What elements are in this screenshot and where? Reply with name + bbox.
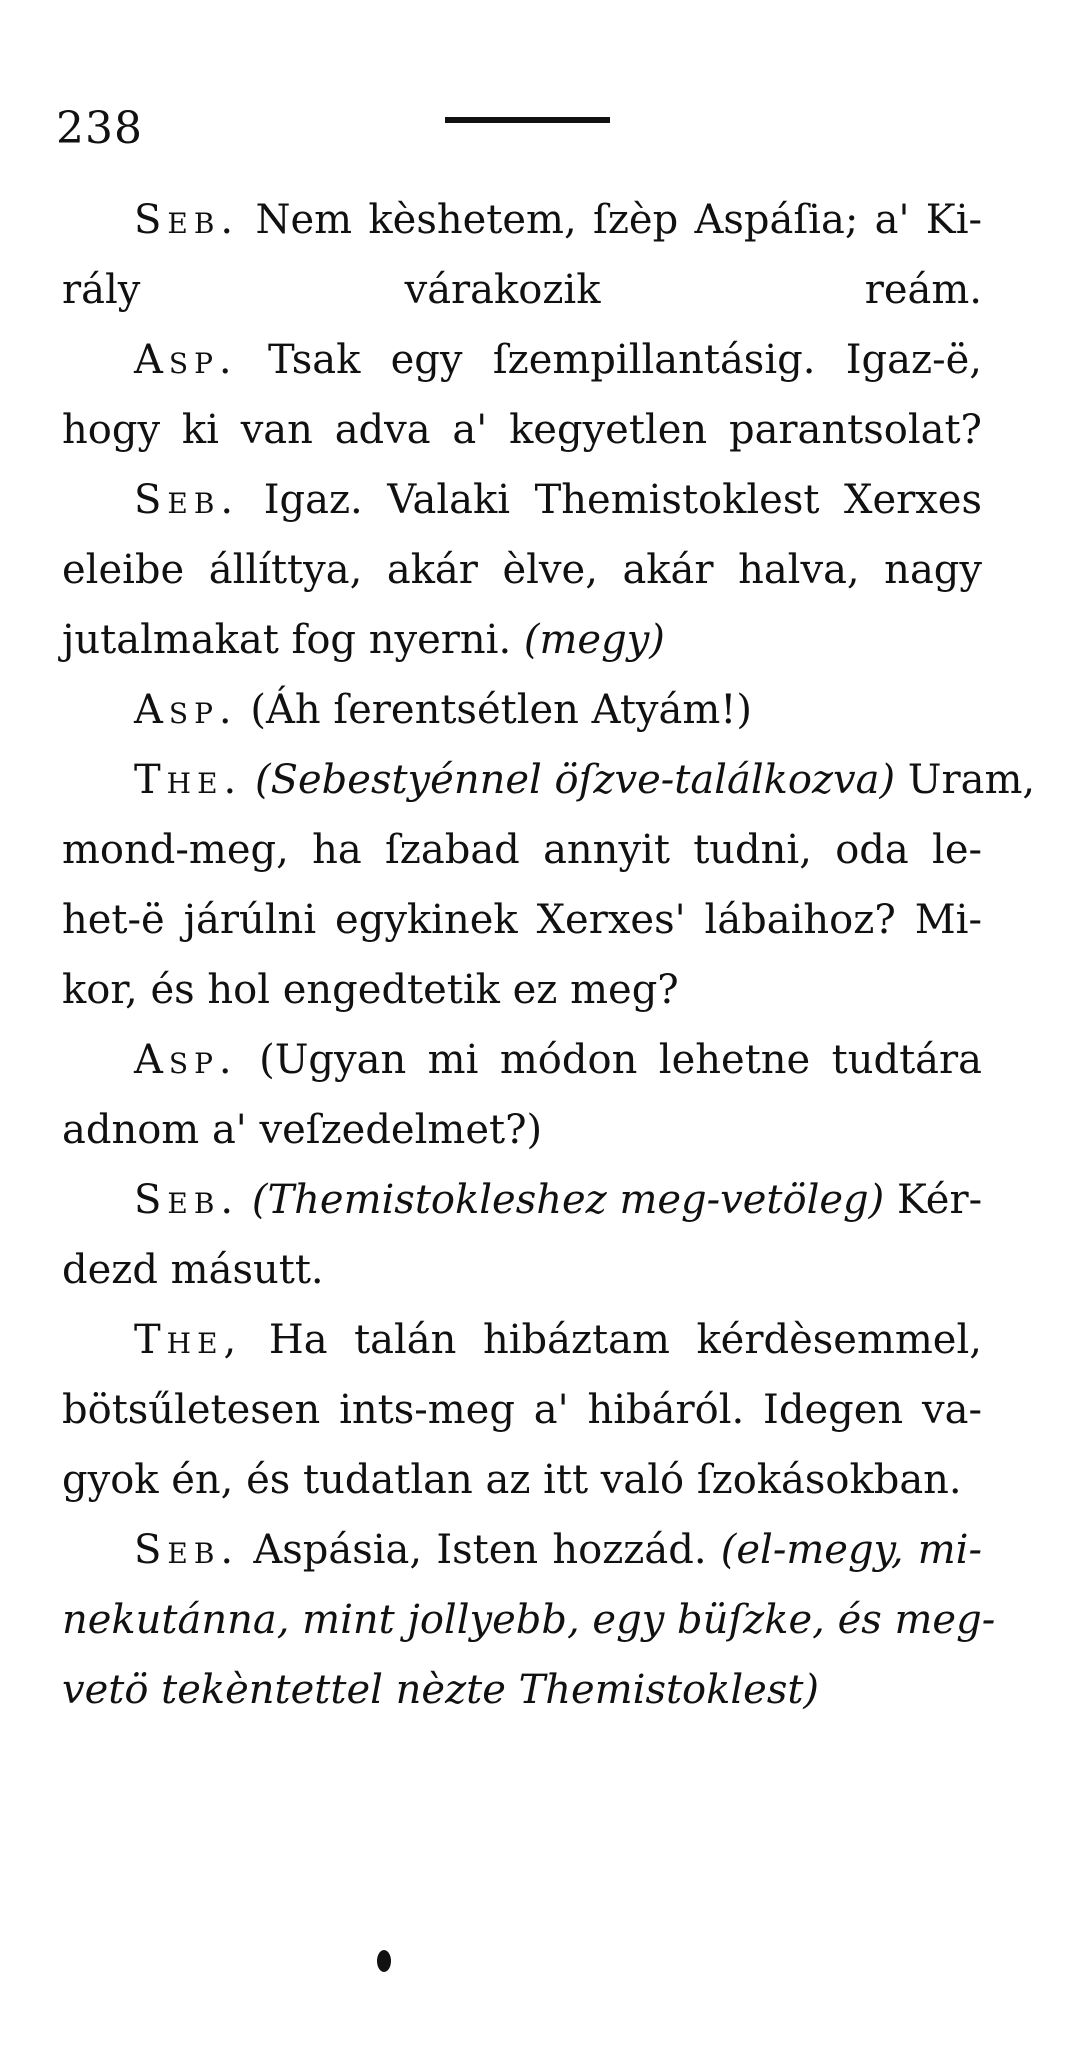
text-line (62, 745, 1036, 815)
text-line (62, 1515, 982, 1585)
speaker-name: Asp. (134, 687, 238, 733)
line-text: kor, és hol engedtetik ez meg? (62, 967, 679, 1013)
line-text: Uram, (907, 757, 1036, 803)
line-text: het-ë járúlni egykinek Xerxes' lábaihoz? Mi- (62, 897, 982, 943)
text-line (62, 1655, 982, 1725)
text-line (62, 185, 982, 255)
page-number: 238 (56, 103, 143, 154)
text-line (62, 1095, 982, 1165)
text-line (62, 605, 982, 675)
speaker-name: Seb. (134, 1177, 240, 1223)
stage-direction: vetö tekèntettel nèzte Themistoklest) (62, 1667, 820, 1713)
line-text: Aspásia, Isten hozzád. (253, 1527, 707, 1573)
speaker-name: Seb. (134, 1527, 240, 1573)
speaker-name: Seb. (134, 197, 240, 243)
line-text: (Áh ſerentsétlen Atyám!) (250, 687, 752, 733)
line-text: bötsűletesen ints-meg a' hibáról. Idegen va- (62, 1387, 982, 1433)
text-line (62, 815, 982, 885)
line-text: adnom a' veſzedelmet?) (62, 1107, 543, 1153)
stage-direction: (Sebestyénnel öſzve-találkozva) (254, 757, 896, 803)
stage-direction: nekutánna, mint jollyebb, egy büſzke, és meg- (62, 1597, 996, 1643)
line-text: hogy ki van adva a' kegyetlen parantsolat? (62, 407, 982, 453)
stage-direction: (megy) (523, 617, 665, 663)
line-text: Nem kèshetem, ſzèp Aspáſia; a' Ki- (255, 197, 983, 243)
dialogue-text (62, 185, 1036, 1725)
speaker-name: The, (134, 1317, 243, 1363)
speaker-name: The. (134, 757, 243, 803)
text-line (62, 325, 982, 395)
ink-dot-ornament (377, 1950, 391, 1972)
stage-direction: (el-megy, mi- (720, 1527, 982, 1573)
text-line (62, 255, 982, 325)
text-line (62, 1165, 982, 1235)
line-text: Kér- (896, 1177, 983, 1223)
text-line (62, 465, 982, 535)
speaker-name: Asp. (134, 1037, 238, 1083)
line-text: Igaz. Valaki Themistoklest Xerxes (263, 477, 982, 523)
text-line (62, 955, 982, 1025)
speaker-name: Seb. (134, 477, 240, 523)
text-line (62, 1025, 982, 1095)
line-text: (Ugyan mi módon lehetne tudtára (259, 1037, 982, 1083)
line-text: mond-meg, ha ſzabad annyit tudni, oda le- (62, 827, 982, 873)
line-text: dezd másutt. (62, 1247, 324, 1293)
text-line (62, 1375, 982, 1445)
text-line (62, 885, 982, 955)
stage-direction: (Themistokleshez meg-vetöleg) (251, 1177, 885, 1223)
text-line (62, 535, 982, 605)
text-line (62, 395, 982, 465)
line-text: rály várakozik reám. (62, 267, 982, 313)
line-text: Ha talán hibáztam kérdèsemmel, (268, 1317, 982, 1363)
speaker-name: Asp. (134, 337, 238, 383)
text-line (62, 1305, 982, 1375)
line-text: eleibe állíttya, akár èlve, akár halva, nagy (62, 547, 982, 593)
line-text: Tsak egy ſzempillantásig. Igaz-ë, (267, 337, 982, 383)
text-line (62, 1445, 982, 1515)
line-text: gyok én, és tudatlan az itt való ſzokásokban. (62, 1457, 962, 1503)
text-line (62, 1585, 996, 1655)
text-line (62, 675, 982, 745)
text-line (62, 1235, 982, 1305)
line-text: jutalmakat fog nyerni. (62, 617, 512, 663)
header-rule (445, 117, 610, 123)
